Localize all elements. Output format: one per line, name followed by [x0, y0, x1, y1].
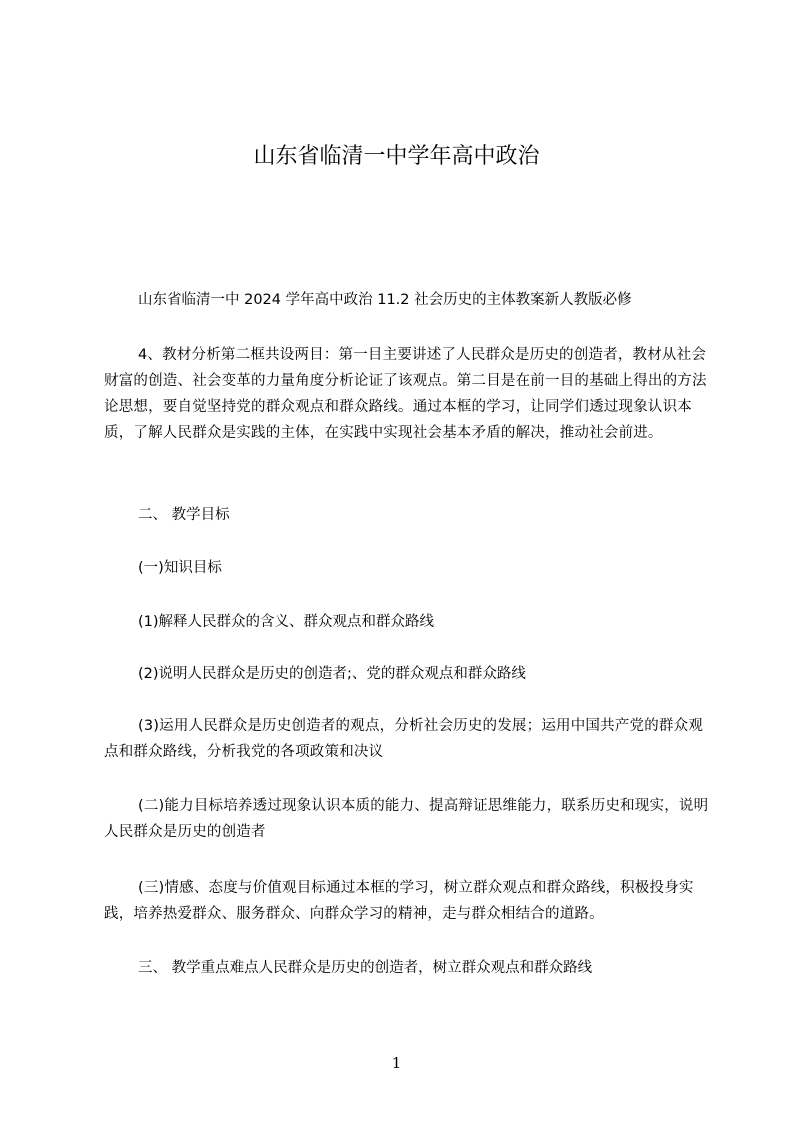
textbook-analysis-paragraph: 4、教材分析第二框共设两目：第一目主要讲述了人民群众是历史的创造者，教材从社会财富的创造、社会变革的力量角度分析论证了该观点。第二目是在前一目的基础上得出的方法论思想，要自觉坚持党的群众观点和群众路线。通过本框的学习，让同学们透过现象认识本质，了解人民群众是实践的主体，在实践中实现社会基本矛盾的解决，推动社会前进。 [104, 347, 707, 441]
emotion-goals-paragraph: (三)情感、态度与价值观目标通过本框的学习，树立群众观点和群众路线，积极投身实践，培养热爱群众、服务群众、向群众学习的精神，走与群众相结合的道路。 [104, 880, 694, 922]
section-heading-teaching-goals: 二、 教学目标 [138, 507, 230, 523]
knowledge-goals-heading: (一)知识目标 [138, 560, 222, 576]
document-title: 山东省临清一中学年高中政治 [253, 144, 540, 169]
section-heading-key-points: 三、 教学重点难点人民群众是历史的创造者，树立群众观点和群众路线 [138, 960, 593, 976]
knowledge-goal-1: (1)解释人民群众的含义、群众观点和群众路线 [138, 614, 435, 630]
page-number: 1 [391, 1054, 402, 1072]
knowledge-goal-2: (2)说明人民群众是历史的创造者;、党的群众观点和群众路线 [138, 666, 526, 682]
ability-goals-paragraph: (二)能力目标培养透过现象认识本质的能力、提高辩证思维能力，联系历史和现实，说明人民群众是历史的创造者 [104, 798, 709, 840]
document-subtitle: 山东省临清一中 2024 学年高中政治 11.2 社会历史的主体教案新人教版必修 [138, 292, 632, 308]
knowledge-goal-3: (3)运用人民群众是历史创造者的观点，分析社会历史的发展；运用中国共产党的群众观点和群众路线，分析我党的各项政策和决议 [104, 718, 704, 760]
